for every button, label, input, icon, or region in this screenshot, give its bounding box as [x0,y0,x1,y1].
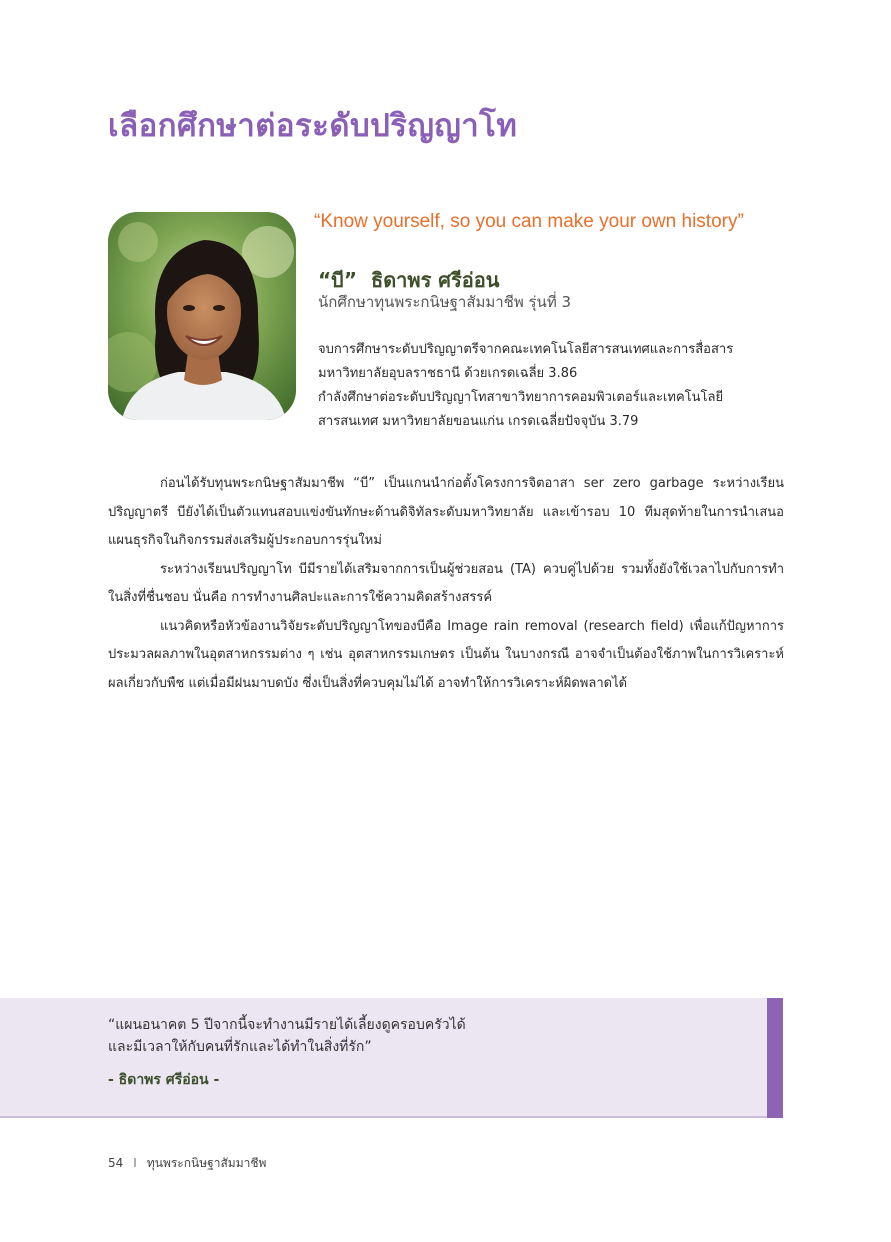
page-footer [108,1154,266,1173]
body-paragraph: แนวคิดหรือหัวข้องานวิจัยระดับปริญญาโทของบีคือ Image rain removal (research field) เพื่อแก้ปัญหาการประมวลผลภาพในอุตสาหกรรมต่าง ๆ เช่น อุตสาหกรรมเกษตร เป็นต้น ในบางกรณี อาจจำเป็นต้องใช้ภาพในการวิเคราะห์ผลเกี่ยวกับพืช แต่เมื่อมีฝนมาบดบัง ซึ่งเป็นสิ่งที่ควบคุมไม่ได้ อาจทำให้การวิเคราะห์ผิดพลาดได้ [108,618,784,691]
person-role: นักศึกษาทุนพระกนิษฐาสัมมาชีพ รุ่นที่ 3 [318,293,572,311]
body-paragraph: ระหว่างเรียนปริญญาโท บีมีรายได้เสริมจากการเป็นผู้ช่วยสอน (TA) ควบคู่ไปด้วย รวมทั้งยังใช้เวลาไปกับการทำในสิ่งที่ชื่นชอบ นั่นคือ การทำงานศิลปะและการใช้ความคิดสร้างสรรค์ [108,561,784,605]
quote-signature: - ธิดาพร ศรีอ่อน - [108,1072,220,1088]
quote-accent-bar [767,998,783,1118]
person-full-name: ธิดาพร ศรีอ่อน [370,268,500,292]
future-plan-quote [108,1014,466,1058]
quote-line: “แผนอนาคต 5 ปีจากนี้จะทำงานมีรายได้เลี้ยงดูครอบครัวได้ [108,1017,466,1033]
page-title: เลือกศึกษาต่อระดับปริญญาโท [108,108,518,144]
article-body [108,470,784,698]
english-quote: “Know yourself, so you can make your own history” [314,211,744,232]
publication-name: ทุนพระกนิษฐาสัมมาชีพ [146,1156,267,1170]
education-line: จบการศึกษาระดับปริญญาตรีจากคณะเทคโนโลยีสารสนเทศและการสื่อสาร [318,342,734,357]
footer-separator: I [133,1156,137,1170]
education-line: มหาวิทยาลัยอุบลราชธานี ด้วยเกรดเฉลี่ย 3.86 [318,366,578,381]
education-summary [318,338,788,434]
body-paragraph: ก่อนได้รับทุนพระกนิษฐาสัมมาชีพ “บี” เป็นแกนนำก่อตั้งโครงการจิตอาสา ser zero garbage ระหว่างเรียนปริญญาตรี บียังได้เป็นตัวแทนสอบแข่งขันทักษะด้านดิจิทัลระดับมหาวิทยาลัย และเข้ารอบ 10 ทีมสุดท้ายในการนำเสนอแผนธุรกิจในกิจกรรมส่งเสริมผู้ประกอบการรุ่นใหม่ [108,476,784,548]
portrait-photo [108,212,296,420]
quote-line: และมีเวลาให้กับคนที่รักและได้ทำในสิ่งที่รัก” [108,1039,372,1055]
page-number: 54 [108,1156,124,1170]
education-line: กำลังศึกษาต่อระดับปริญญาโทสาขาวิทยาการคอมพิวเตอร์และเทคโนโลยี [318,390,724,405]
education-line: สารสนเทศ มหาวิทยาลัยขอนแก่น เกรดเฉลี่ยปัจจุบัน 3.79 [318,414,639,429]
future-plan-quote-box [0,998,783,1118]
person-nickname: “บี” [318,268,357,292]
